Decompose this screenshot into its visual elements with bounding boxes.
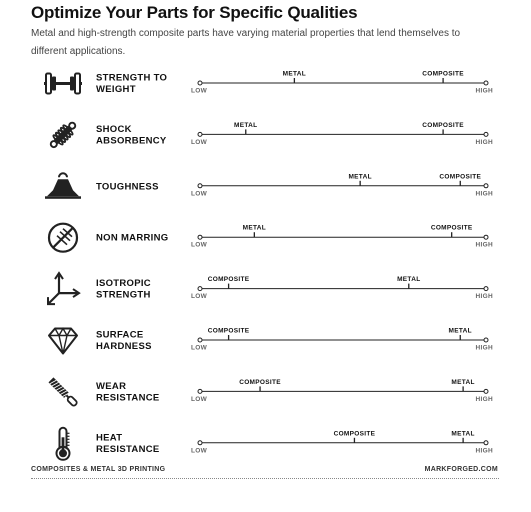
metal-marker-label: METAL [451, 378, 475, 386]
high-label: HIGH [475, 190, 493, 198]
scale-start-dot [198, 441, 202, 445]
footer-right-text: MARKFORGED.COM [424, 466, 498, 473]
quality-label: SURFACE [96, 329, 144, 341]
footer-divider [31, 478, 499, 479]
scale-end-dot [484, 235, 488, 239]
low-label: LOW [191, 447, 208, 455]
metal-marker-label: METAL [234, 121, 258, 129]
quality-label: STRENGTH [96, 289, 151, 301]
composite-marker-label: COMPOSITE [207, 276, 250, 284]
high-label: HIGH [475, 138, 493, 146]
quality-label: SHOCK [96, 123, 132, 135]
page-subtitle: Metal and high-strength composite parts have varying material properties that lend themselves to different applications. [31, 28, 461, 57]
file-tool-icon [49, 377, 79, 407]
scale-start-dot [198, 389, 202, 393]
composite-marker-label: COMPOSITE [422, 121, 464, 129]
composite-marker-label: COMPOSITE [430, 224, 473, 232]
quality-label: ABSORBENCY [96, 135, 167, 147]
quality-label: STRENGTH TO [96, 72, 168, 84]
no-scratch-icon [49, 224, 77, 252]
thermometer-icon [57, 428, 70, 460]
quality-label: ISOTROPIC [96, 278, 151, 290]
high-label: HIGH [475, 87, 493, 95]
scale-end-dot [484, 338, 488, 342]
low-label: LOW [191, 344, 208, 352]
high-label: HIGH [475, 293, 493, 301]
shock-absorber-icon [47, 119, 79, 151]
composite-marker-label: COMPOSITE [207, 327, 250, 335]
diamond-icon [49, 329, 77, 354]
composite-marker-label: COMPOSITE [239, 378, 281, 386]
quality-label: HARDNESS [96, 341, 152, 352]
scale-end-dot [484, 287, 488, 291]
quality-label: RESISTANCE [96, 392, 160, 404]
scale-end-dot [484, 81, 488, 85]
scale-end-dot [484, 184, 488, 188]
metal-marker-label: METAL [242, 224, 267, 232]
quality-label: WEAR [96, 380, 127, 392]
quality-row [48, 273, 493, 304]
quality-label: TOUGHNESS [96, 181, 159, 193]
high-label: HIGH [475, 344, 493, 352]
composite-marker-label: COMPOSITE [333, 430, 376, 438]
metal-marker-label: METAL [451, 430, 475, 438]
metal-marker-label: METAL [448, 327, 472, 335]
low-label: LOW [191, 293, 208, 301]
metal-marker-label: METAL [397, 276, 421, 284]
scale-end-dot [484, 441, 488, 445]
scale-end-dot [484, 389, 488, 393]
scale-end-dot [484, 132, 488, 136]
scale-start-dot [198, 338, 202, 342]
quality-row [44, 71, 493, 96]
quality-row [49, 377, 493, 407]
scale-start-dot [198, 287, 202, 291]
quality-label: NON MARRING [96, 232, 169, 244]
scale-start-dot [198, 235, 202, 239]
low-label: LOW [191, 395, 208, 403]
bell-weight-icon [45, 173, 81, 199]
low-label: LOW [191, 138, 208, 146]
quality-label: RESISTANCE [96, 443, 160, 455]
high-label: HIGH [475, 447, 493, 455]
low-label: LOW [191, 190, 208, 198]
scale-start-dot [198, 132, 202, 136]
quality-label: WEIGHT [96, 84, 136, 95]
composite-marker-label: COMPOSITE [422, 70, 464, 78]
axes-icon [48, 273, 79, 304]
high-label: HIGH [475, 241, 493, 249]
dumbbell-icon [44, 74, 82, 94]
page-title: Optimize Your Parts for Specific Qualities [31, 3, 358, 22]
quality-row [49, 224, 493, 252]
quality-row [45, 173, 493, 199]
scale-start-dot [198, 81, 202, 85]
quality-row [57, 428, 494, 460]
metal-marker-label: METAL [282, 70, 307, 78]
low-label: LOW [191, 241, 208, 249]
composite-marker-label: COMPOSITE [439, 173, 482, 181]
quality-label: HEAT [96, 432, 123, 444]
scale-start-dot [198, 184, 202, 188]
quality-row [47, 119, 493, 151]
low-label: LOW [191, 87, 208, 95]
high-label: HIGH [475, 395, 493, 403]
footer-left-text: COMPOSITES & METAL 3D PRINTING [31, 466, 166, 473]
metal-marker-label: METAL [348, 173, 372, 181]
quality-row [49, 328, 493, 354]
